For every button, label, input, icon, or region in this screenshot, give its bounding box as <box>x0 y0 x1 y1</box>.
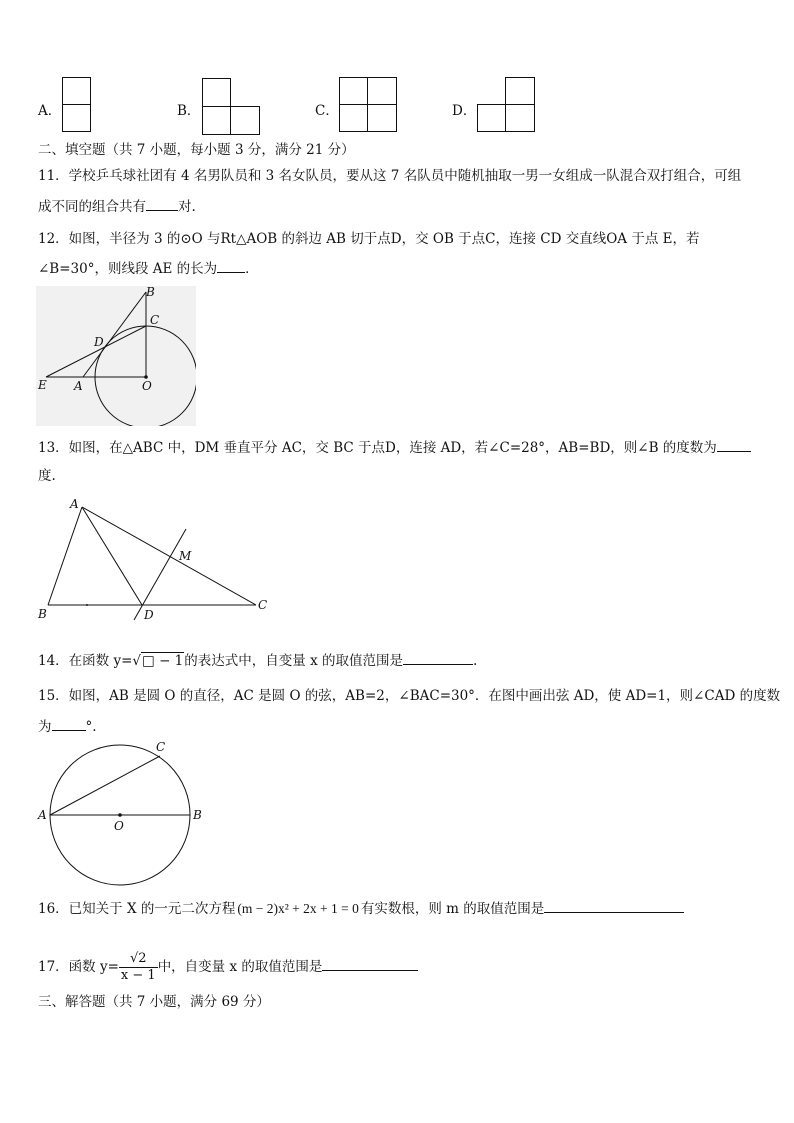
q17-text: 17．函数 y= <box>38 959 119 975</box>
q13-text: 13．如图，在△ABC 中，DM 垂直平分 AC，交 BC 于点D，连接 AD，若∠C=28°，AB=BD，则∠B 的度数为 <box>38 440 717 456</box>
q13-label-m: M <box>179 549 192 563</box>
q13-answer-blank[interactable] <box>717 437 751 452</box>
q12-label-a: A <box>74 379 83 393</box>
option-c-figure <box>339 77 399 134</box>
q14-radicand: □ − 1 <box>142 653 184 669</box>
q13-label-c: C <box>258 598 268 612</box>
q16-text: 16．已知关于 X 的一元二次方程 <box>38 901 236 917</box>
q11-line2 <box>38 196 196 217</box>
q12-label-c: C <box>150 313 160 327</box>
q15-label-o: O <box>114 819 124 833</box>
q14-text-2: 的表达式中，自变量 x 的取值范围是 <box>184 653 403 669</box>
q14-text-end: . <box>472 653 478 669</box>
q16-answer-blank[interactable] <box>544 898 684 913</box>
option-d-label: D． <box>452 103 477 119</box>
q15-line1: 15．如图，AB 是圆 O 的直径，AC 是圆 O 的弦，AB=2，∠BAC=30°．在图中画出弦 AD，使 AD=1，则∠CAD 的度数 <box>38 688 781 704</box>
q15-answer-blank[interactable] <box>52 716 86 731</box>
q12-answer-blank[interactable] <box>217 258 245 273</box>
option-c-label: C． <box>315 103 339 119</box>
q16-equation: (m − 2)x² + 2x + 1 = 0 <box>237 901 359 916</box>
section-3-heading: 三、解答题（共 7 小题，满分 69 分） <box>38 994 270 1010</box>
q12-text-end: ． <box>245 261 259 277</box>
q12-label-d: D <box>94 335 104 349</box>
option-b-label: B． <box>177 103 201 119</box>
q15-text: 为 <box>38 719 52 735</box>
q12-label-e: E <box>38 378 47 392</box>
q15-label-a: A <box>38 808 47 822</box>
q17-text-2: 中，自变量 x 的取值范围是 <box>157 959 323 975</box>
section-2-heading: 二、填空题（共 7 小题，每小题 3 分，满分 21 分） <box>38 142 355 158</box>
q13-line1 <box>38 437 751 458</box>
q16-text-2: 有实数根，则 m 的取值范围是 <box>360 901 545 917</box>
q15-label-b: B <box>193 808 202 822</box>
q16-line <box>38 898 684 919</box>
option-d-figure <box>477 77 537 134</box>
q11-answer-blank[interactable] <box>146 196 178 211</box>
q15-line2 <box>38 716 97 737</box>
q13-label-b: B <box>38 607 47 621</box>
q17-denominator: x − 1 <box>120 968 156 983</box>
q11-text: 成不同的组合共有 <box>38 199 146 215</box>
option-b-figure <box>202 78 262 136</box>
q13-line2: 度. <box>38 468 56 484</box>
option-a-figure <box>62 77 92 133</box>
q11-text-end: 对. <box>178 199 196 215</box>
q12-label-b: B <box>146 286 155 299</box>
q15-label-c: C <box>156 740 166 754</box>
q12-figure <box>36 286 196 426</box>
q15-text-end: °. <box>85 719 97 735</box>
q14-answer-blank[interactable] <box>403 650 473 665</box>
q12-line2 <box>38 258 259 279</box>
option-a-label: A． <box>38 103 62 119</box>
q13-label-d: D <box>144 608 154 622</box>
q12-text: ∠B=30°，则线段 AE 的长为 <box>38 261 218 277</box>
q17-line <box>38 950 418 984</box>
q17-fraction <box>119 951 158 984</box>
q14-line <box>38 650 477 671</box>
q13-label-a: A <box>70 497 79 511</box>
q17-numerator: √2 <box>119 951 158 968</box>
q15-figure <box>34 738 210 890</box>
q11-line1: 11．学校乒乓球社团有 4 名男队员和 3 名女队员，要从这 7 名队员中随机抽取一男一女组成一队混合双打组合，可组 <box>38 168 742 184</box>
q12-label-o: O <box>142 379 152 393</box>
q14-text: 14．在函数 y= <box>38 653 133 669</box>
q12-line1: 12．如图，半径为 3 的⊙O 与Rt△AOB 的斜边 AB 切于点D，交 OB 于点C，连接 CD 交直线OA 于点 E，若 <box>38 231 700 247</box>
q17-answer-blank[interactable] <box>322 956 418 971</box>
q14-radical: √□ − 1 <box>132 653 184 669</box>
q13-figure <box>36 496 276 626</box>
